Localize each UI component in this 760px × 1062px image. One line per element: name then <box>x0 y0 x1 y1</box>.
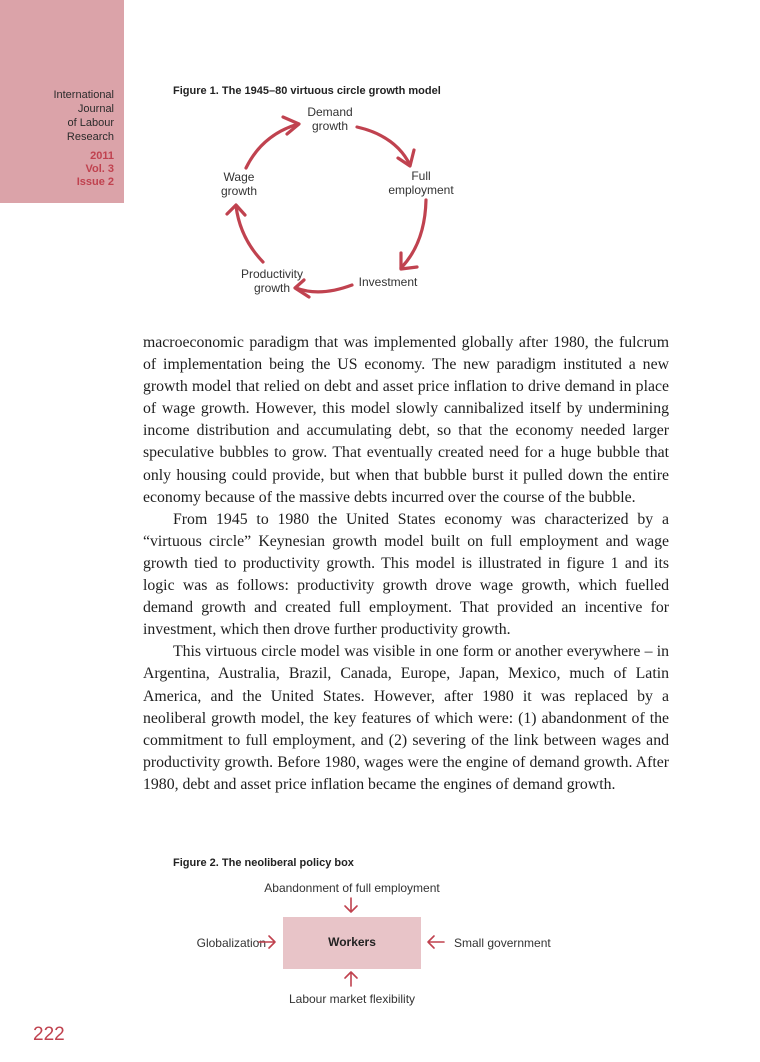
issue-year: 2011 <box>90 150 114 162</box>
workers-label: Workers <box>328 935 376 949</box>
node-full-employment: Full employment <box>388 169 454 197</box>
arrow-down-icon <box>345 898 357 912</box>
issue-volume: Vol. 3 <box>85 163 114 175</box>
arrow-right-icon <box>259 936 275 948</box>
node-wage-growth: Wage growth <box>220 170 258 198</box>
figure2-caption: Figure 2. The neoliberal policy box <box>173 857 354 869</box>
policy-top-label: Abandonment of full employment <box>264 881 440 895</box>
journal-title-line: of Labour <box>67 117 114 129</box>
journal-title-line: Journal <box>77 103 114 115</box>
policy-right-label: Small government <box>454 936 551 950</box>
page-number: 222 <box>33 1024 65 1045</box>
node-investment: Investment <box>358 275 418 289</box>
node-productivity-growth: Productivity growth <box>240 267 304 295</box>
arrow-up-icon <box>345 972 357 986</box>
paragraph: macroeconomic paradigm that was implemented globally after 1980, the fulcrum of implementation being the US economy. The new paradigm instituted a new growth model that relied on debt and asset price inflation to drive demand in place of wage growth. However, this model slowly cannibalized itself by undermining income distribution and accumulating debt, so that the economy needed larger speculative bubbles to grow. That eventually created need for a huge bubble that only housing could provide, but when that bubble burst it pulled down the entire economy because of the massive debts incurred over the course of the bubble. <box>143 334 669 506</box>
figure1-caption: Figure 1. The 1945–80 virtuous circle growth model <box>173 85 441 97</box>
issue-number: Issue 2 <box>76 176 114 188</box>
arrow-left-icon <box>428 936 444 948</box>
node-demand-growth: Demand growth <box>307 105 353 133</box>
paragraph: From 1945 to 1980 the United States economy was characterized by a “virtuous circle” Keynesian growth model built on full employment and wage growth tied to productivity growth. This model is illustrated in figure 1 and its logic was as follows: productivity growth drove wage growth, which fuelled demand growth and created full employment. That provided an incentive for investment, which then drove further productivity growth. <box>143 510 669 639</box>
journal-title-line: International <box>53 89 114 101</box>
journal-title-line: Research <box>66 131 114 143</box>
paragraph: This virtuous circle model was visible in one form or another everywhere – in Argentina, Australia, Brazil, Canada, Europe, Japan, Mexico, much of Latin America, and the United States. However, after 1980 it was replaced by a neoliberal growth model, the key features of which were: (1) abandonment of the commitment to full employment, and (2) severing of the link between wages and productivity growth. Before 1980, wages were the engine of demand growth. After 1980, debt and asset price inflation became the engines of demand growth. <box>143 643 669 793</box>
policy-left-label: Globalization <box>196 936 266 950</box>
policy-bottom-label: Labour market flexibility <box>288 992 416 1006</box>
